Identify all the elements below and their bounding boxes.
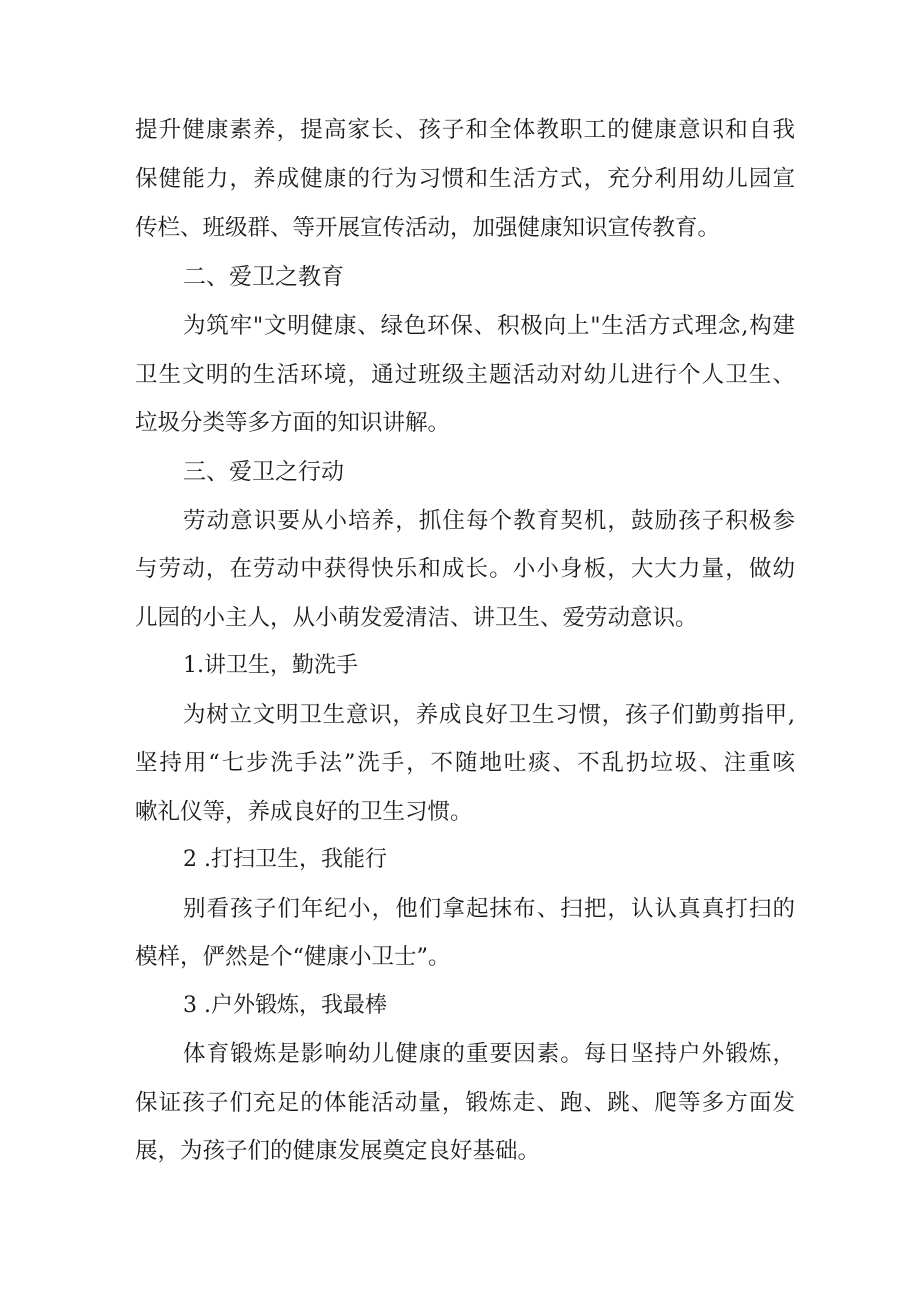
section-heading-education: 二、爱卫之教育 [183, 264, 344, 290]
item-title-exercise: 3 .户外锻炼，我最棒 [183, 993, 387, 1018]
section3-line-3: 儿园的小主人，从小萌发爱清洁、讲卫生、爱劳动意识。 [135, 605, 698, 631]
item2-line-2: 模样，俨然是个“健康小卫士”。 [135, 944, 451, 970]
item1-line-1: 为树立文明卫生意识，养成良好卫生习惯，孩子们勤剪指甲, [183, 702, 795, 728]
section3-line-1: 劳动意识要从小培养，抓住每个教育契机，鼓励孩子积极参 [183, 508, 795, 534]
item-title-cleaning: 2 .打扫卫生，我能行 [183, 847, 387, 872]
section3-line-2: 与劳动，在劳动中获得快乐和成长。小小身板，大大力量，做幼 [135, 556, 795, 582]
item1-line-2: 坚持用“七步洗手法”洗手，不随地吐痰、不乱扔垃圾、注重咳 [135, 750, 795, 776]
section2-line-2: 卫生文明的生活环境，通过班级主题活动对幼儿进行个人卫生、 [135, 362, 795, 388]
item-title-handwashing: 1.讲卫生，勤洗手 [183, 653, 358, 678]
item2-line-1: 别看孩子们年纪小，他们拿起抹布、扫把，认认真真打扫的 [183, 896, 795, 922]
section2-line-3: 垃圾分类等多方面的知识讲解。 [135, 410, 451, 436]
section-heading-action: 三、爱卫之行动 [183, 459, 344, 485]
item3-line-3: 展，为孩子们的健康发展奠定良好基础。 [135, 1138, 541, 1164]
section2-line-1: 为筑牢"文明健康、绿色环保、积极向上"生活方式理念,构建 [183, 313, 795, 339]
intro-line-1: 提升健康素养，提高家长、孩子和全体教职工的健康意识和自我 [135, 117, 795, 143]
item3-line-1: 体育锻炼是影响幼儿健康的重要因素。每日坚持户外锻炼， [183, 1041, 795, 1067]
intro-line-3: 传栏、班级群、等开展宣传活动，加强健康知识宣传教育。 [135, 215, 721, 241]
item1-line-3: 嗽礼仪等，养成良好的卫生习惯。 [135, 799, 473, 825]
intro-line-2: 保健能力，养成健康的行为习惯和生活方式，充分利用幼儿园宣 [135, 166, 795, 192]
item3-line-2: 保证孩子们充足的体能活动量，锻炼走、跑、跳、爬等多方面发 [135, 1090, 795, 1116]
